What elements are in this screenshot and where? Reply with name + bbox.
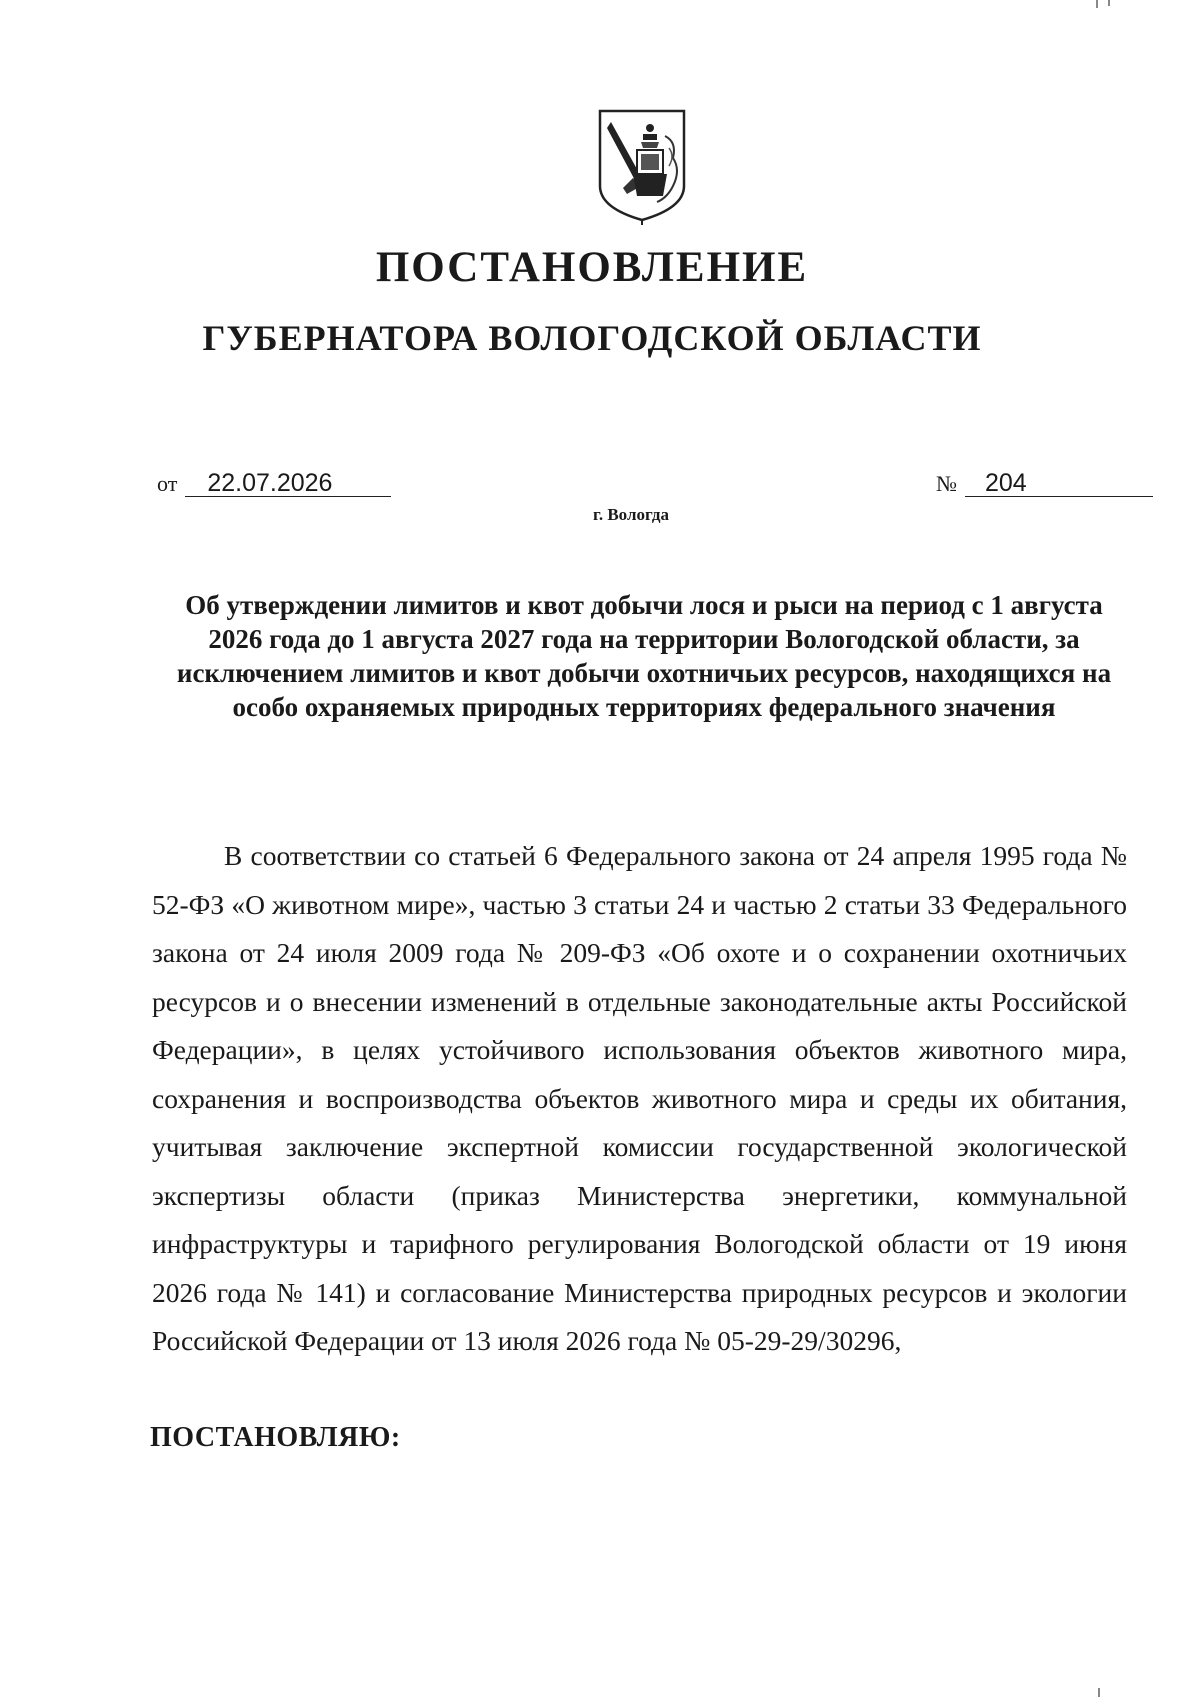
document-type-title: ПОСТАНОВЛЕНИЕ — [375, 244, 809, 291]
city-label: г. Вологда — [593, 505, 669, 524]
resolution-heading: ПОСТАНОВЛЯЮ: — [150, 1422, 401, 1453]
preamble-paragraph: В соответствии со статьей 6 Федерального закона от 24 апреля 1995 года № 52-ФЗ «О животном мире», частью 3 статьи 24 и частью 2 статьи 33 Федерального закона от 24 июля 2009 года № 209-ФЗ «Об охоте и о сохранении охотничьих ресурсов и о внесении изменений в отдельные законодательные акты Российской Федерации», в целях устойчивого использования объектов животного мира, сохранения и воспроизводства объектов животного мира и среды их обитания, учитывая заключение экспертной комиссии государственной экологической экспертизы области (приказ Министерства энергетики, коммунальной инфраструктуры и тарифного регулирования Вологодской области от 19 июня 2026 года № 141) и согласование Министерства природных ресурсов и экологии Российской Федерации от 13 июля 2026 года № 05-29-29/30296, — [152, 840, 1127, 1356]
document-number: 204 — [965, 470, 1153, 497]
scan-edge-mark — [1098, 1688, 1100, 1697]
issuing-authority-title: ГУБЕРНАТОРА ВОЛОГОДСКОЙ ОБЛАСТИ — [202, 318, 982, 358]
scan-edge-mark — [1096, 0, 1098, 8]
coat-of-arms-icon — [597, 108, 687, 226]
number-prefix-label: № — [936, 471, 957, 496]
document-date: 22.07.2026 — [185, 470, 391, 497]
document-date-field — [157, 468, 391, 500]
scan-edge-mark — [1108, 0, 1110, 6]
document-subject-heading: Об утверждении лимитов и квот добычи лося и рыси на период с 1 августа 2026 года до 1 августа 2027 года на территории Вологодской области, за исключением лимитов и квот добычи охотничьих ресурсов, находящихся на особо охраняемых природных территориях федерального значения — [176, 590, 1112, 722]
document-number-field — [936, 468, 1153, 500]
date-prefix-label: от — [157, 471, 178, 496]
